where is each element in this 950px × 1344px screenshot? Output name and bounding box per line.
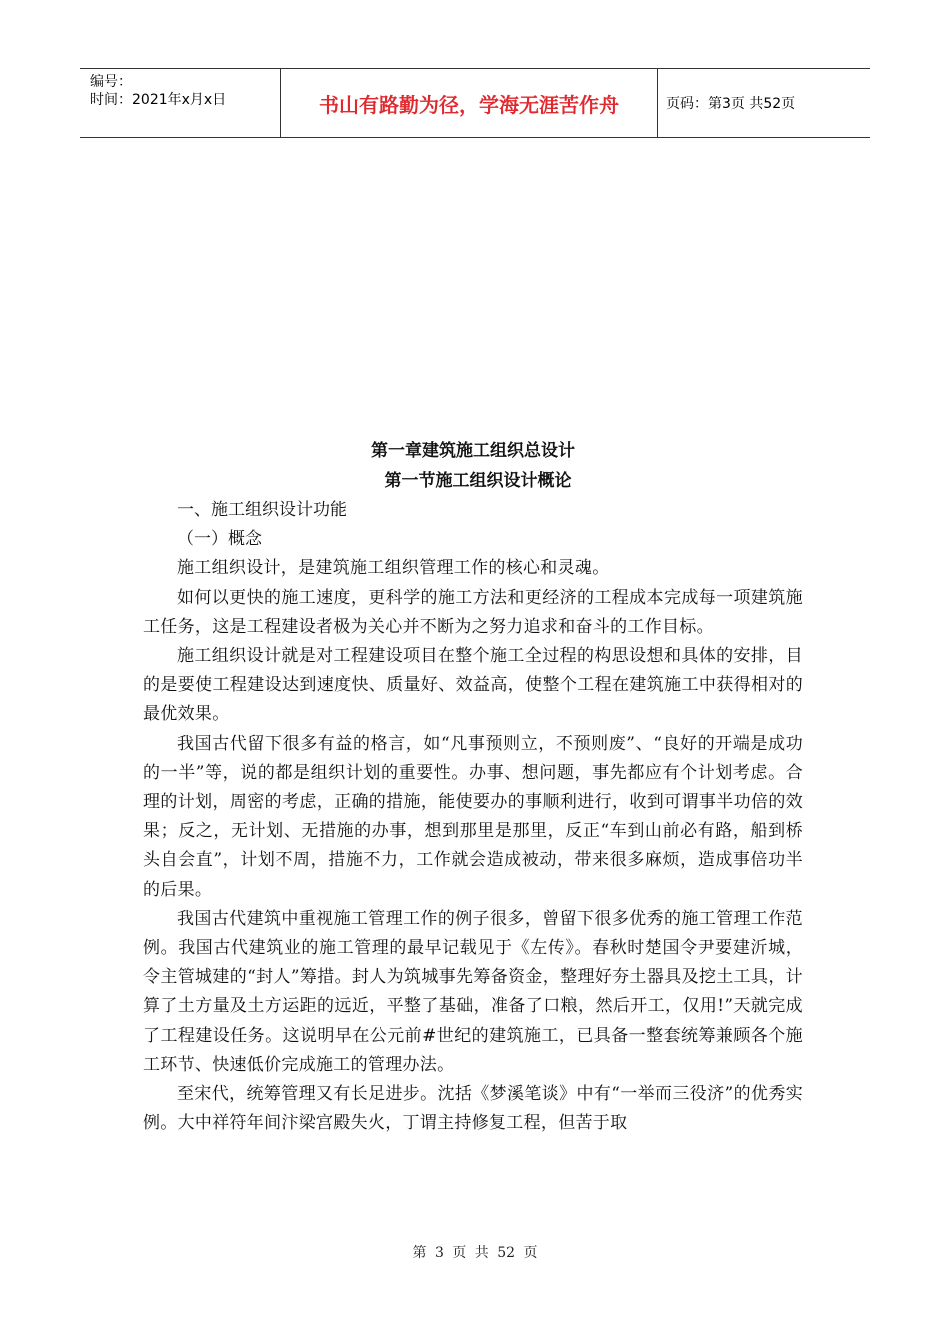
chapter-title: 第一章建筑施工组织总设计 [371, 441, 575, 461]
time-label: 时间：2021年x月x日 [90, 92, 227, 108]
header-meta [80, 69, 280, 137]
heading-level-2: （一）概念 [177, 529, 262, 550]
page-footer: 第 3 页 共 52 页 [412, 1245, 538, 1261]
paragraph: 至宋代，统筹管理又有长足进步。沈括《梦溪笔谈》中有“一举而三役济”的优秀实例。大中祥符年间汴梁宫殿失火，丁谓主持修复工程，但苦于取 [143, 1084, 803, 1134]
paragraph: 施工组织设计就是对工程建设项目在整个施工全过程的构思设想和具体的安排，目的是要使工程建设达到速度快、质量好、效益高，使整个工程在建筑施工中获得相对的最优效果。 [143, 646, 803, 725]
paragraph: 如何以更快的施工速度，更科学的施工方法和更经济的工程成本完成每一项建筑施工任务，这是工程建设者极为关心并不断为之努力追求和奋斗的工作目标。 [143, 587, 803, 637]
section-title: 第一节施工组织设计概论 [384, 471, 572, 491]
heading-level-1: 一、施工组织设计功能 [177, 500, 347, 520]
document-body [143, 436, 803, 1138]
header-motto: 书山有路勤为径，学海无涯苦作舟 [280, 69, 658, 137]
paragraph: 我国古代留下很多有益的格言，如“凡事预则立，不预则废”、“良好的开端是成功的一半”等，说的都是组织计划的重要性。办事、想问题，事先都应有个计划考虑。合理的计划，周密的考虑，正确的措施，能使要办的事顺利进行，收到可谓事半功倍的效果；反之，无计划、无措施的办事，想到那里是那里，反正“车到山前必有路，船到桥头自会直”，计划不周，措施不力，工作就会造成被动，带来很多麻烦，造成事倍功半的后果。 [143, 733, 803, 900]
page-header [80, 68, 870, 138]
number-label: 编号： [90, 74, 132, 90]
paragraph: 我国古代建筑中重视施工管理工作的例子很多，曾留下很多优秀的施工管理工作范例。我国古代建筑业的施工管理的最早记载见于《左传》。春秋时楚国令尹要建沂城，令主管城建的“封人”筹措。封人为筑城事先筹备资金，整理好夯土器具及挖土工具，计算了土方量及土方运距的远近，平整了基础，准备了口粮，然后开工，仅用!”天就完成了工程建设任务。这说明早在公元前#世纪的建筑施工，已具备一整套统筹兼顾各个施工环节、快速低价完成施工的管理办法。 [143, 908, 803, 1075]
paragraph: 施工组织设计，是建筑施工组织管理工作的核心和灵魂。 [177, 558, 610, 579]
header-page-info: 页码：第3页 共52页 [666, 96, 796, 112]
